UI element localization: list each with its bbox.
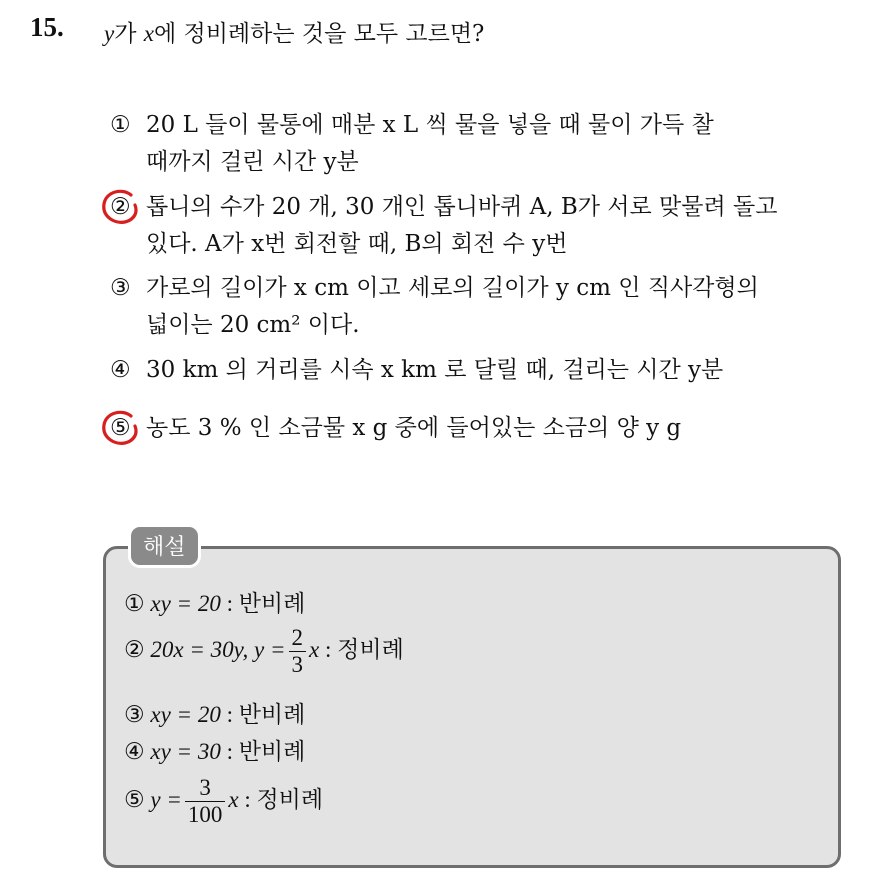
solution-expr: xy = 20 [150,591,221,616]
option-text-line1: 농도 3 % 인 소금물 x g 중에 들어있는 소금의 양 y g [146,415,682,441]
var-y: y [104,21,115,46]
solution-expr: xy = 20 [150,702,221,727]
solution-sep: : [220,702,239,727]
solution-number: ③ [124,702,145,727]
var-x: x [143,21,154,46]
option-3[interactable] [110,270,836,344]
option-number-label: ⑤ [110,415,131,441]
solution-result: 반비례 [238,739,306,764]
fraction-denominator: 100 [187,802,223,828]
solution-sep: : [220,591,239,616]
solution-expr: xy = 30 [150,739,221,764]
solution-sep: : [238,787,257,813]
solution-line-5 [124,775,323,829]
solution-number: ⑤ [124,787,145,813]
option-5[interactable] [110,410,836,447]
solution-tag: 해설 [128,524,201,568]
solution-number: ④ [124,739,145,764]
red-circle-mark-icon [101,189,139,225]
solution-result: 정비례 [256,787,324,813]
option-text-line2: 때까지 걸린 시간 y분 [146,149,359,175]
solution-result: 정비례 [337,637,404,663]
solution-line-3 [124,696,305,729]
solution-line-4 [124,733,305,766]
fraction [289,625,307,679]
option-1[interactable] [110,107,836,181]
option-text-line2: 넓이는 20 cm² 이다. [146,312,360,338]
solution-expr: 20x = 30y, y = [150,637,286,663]
option-text-line1: 톱니의 수가 20 개, 30 개인 톱니바퀴 A, B가 서로 맞물려 돌고 [146,194,778,220]
question-text-part: 에 정비례하는 것을 모두 고르면? [153,21,485,47]
option-number [110,189,146,226]
option-number-label: ② [110,194,131,220]
fraction-numerator: 3 [185,775,226,802]
option-text-line1: 30 km 의 거리를 시속 x km 로 달릴 때, 걸리는 시간 y분 [146,357,724,383]
question-number: 15. [30,12,64,42]
fraction-numerator: 2 [289,625,307,652]
solution-line-2 [124,625,404,679]
solution-result: 반비례 [238,591,306,616]
option-number: ③ [110,275,131,301]
fraction-denominator: 3 [291,652,304,678]
option-4[interactable] [110,352,836,389]
red-circle-mark-icon [101,410,139,446]
solution-expr-after: x [228,787,239,813]
solution-sep: : [220,739,239,764]
solution-line-1 [124,585,305,618]
fraction [185,775,226,829]
solution-result: 반비례 [238,702,306,727]
solution-expr: y = [150,787,182,813]
option-number [110,410,146,447]
solution-number: ② [124,637,145,663]
question-text-part: 가 [114,21,144,47]
solution-sep: : [319,637,338,663]
solution-number: ① [124,591,145,616]
option-text-line2: 있다. A가 x번 회전할 때, B의 회전 수 y번 [146,231,568,257]
option-number: ① [110,112,131,138]
option-number: ④ [110,357,131,383]
option-text-line1: 20 L 들이 물통에 매분 x L 씩 물을 넣을 때 물이 가득 찰 [146,112,714,138]
option-text-line1: 가로의 길이가 x cm 이고 세로의 길이가 y cm 인 직사각형의 [146,275,759,301]
option-2[interactable] [110,189,836,263]
question-text [104,15,484,48]
solution-expr-after: x [309,637,320,663]
